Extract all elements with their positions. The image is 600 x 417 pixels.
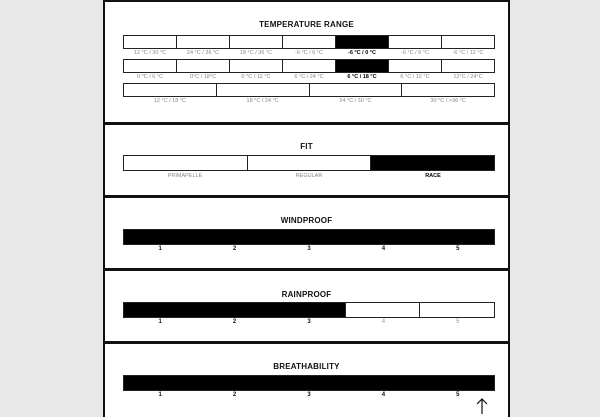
rainproof-fill xyxy=(123,302,345,318)
temperature-option[interactable] xyxy=(335,59,388,80)
temperature-option[interactable] xyxy=(123,83,216,104)
temperature-option[interactable] xyxy=(401,83,495,104)
temperature-option-label: 12°C / 24°C xyxy=(453,73,483,80)
product-spec-frame xyxy=(103,0,510,417)
temperature-option-label: 0°C / 18°C xyxy=(189,73,217,80)
arrow-up-icon[interactable] xyxy=(475,397,489,415)
rainproof-bar xyxy=(123,302,495,318)
rainproof-scale xyxy=(123,319,495,329)
temperature-option-label: 18 °C / 36 °C xyxy=(239,49,273,56)
breathability-scale-label: 2 xyxy=(232,392,237,398)
windproof-scale-label: 2 xyxy=(232,246,237,252)
temperature-option[interactable] xyxy=(216,83,309,104)
breathability-scale-label: 4 xyxy=(381,392,386,398)
fit-option-label: REGULAR xyxy=(295,173,323,179)
temperature-option-label: 18 °C / 24 °C xyxy=(246,97,279,104)
temperature-option-label: -6 °C / 6 °C xyxy=(401,49,429,56)
temperature-option[interactable] xyxy=(123,35,176,56)
rainproof-scale-label: 2 xyxy=(232,319,237,325)
rainproof-scale-label: 1 xyxy=(158,319,162,325)
temperature-option[interactable] xyxy=(309,83,402,104)
rainproof-title: RAINPROOF xyxy=(281,290,332,299)
fit-bar xyxy=(123,155,495,171)
temperature-option-label: -6 °C / 12 °C xyxy=(452,49,484,56)
fit-option-label: PRIMAPELLE xyxy=(167,173,203,179)
breathability-panel xyxy=(105,342,508,417)
temperature-option-label: 12 °C / 30 °C xyxy=(133,49,167,56)
temperature-option[interactable] xyxy=(282,59,335,80)
fit-option-race[interactable] xyxy=(370,155,495,171)
temperature-option-label: 24 °C / 30 °C xyxy=(339,97,372,104)
temperature-option-label: 6 °C / 12 °C xyxy=(400,73,430,80)
rainproof-scale-label: 5 xyxy=(456,319,460,325)
windproof-scale-label: 3 xyxy=(307,246,311,252)
rainproof-empty-segment xyxy=(419,302,495,318)
rainproof-scale-label: 3 xyxy=(307,319,311,325)
temperature-row-1 xyxy=(123,35,495,56)
breathability-scale-label: 3 xyxy=(307,392,311,398)
temperature-option[interactable] xyxy=(229,35,282,56)
windproof-fill xyxy=(123,229,495,245)
temperature-option[interactable] xyxy=(176,35,229,56)
fit-option-regular[interactable] xyxy=(247,155,371,171)
windproof-scale-label: 5 xyxy=(456,246,460,252)
temperature-option-label: 12 °C / 18 °C xyxy=(153,97,186,104)
temperature-row-3 xyxy=(123,83,495,104)
temperature-option-label: 6 °C / 24 °C xyxy=(294,73,324,80)
temperature-option-label: 24 °C / 36 °C xyxy=(186,49,220,56)
fit-option-label: RACE xyxy=(425,173,441,179)
temperature-option[interactable] xyxy=(123,59,176,80)
temperature-option[interactable] xyxy=(441,35,495,56)
rainproof-scale-label: 4 xyxy=(381,319,386,325)
windproof-panel xyxy=(105,196,508,270)
temperature-option[interactable] xyxy=(388,35,441,56)
temperature-option-label: -6 °C / 6 °C xyxy=(295,49,323,56)
windproof-scale xyxy=(123,246,495,256)
temperature-option-label: 30 °C / >36 °C xyxy=(430,97,466,104)
temperature-option[interactable] xyxy=(229,59,282,80)
breathability-scale-label: 5 xyxy=(456,392,460,398)
breathability-scale xyxy=(123,392,495,402)
breathability-title: BREATHABILITY xyxy=(273,362,340,371)
temperature-option[interactable] xyxy=(176,59,229,80)
temperature-option-label: 0 °C / 12 °C xyxy=(241,73,271,80)
breathability-scale-label: 1 xyxy=(158,392,162,398)
fit-panel xyxy=(105,123,508,197)
breathability-bar xyxy=(123,375,495,391)
temperature-title: TEMPERATURE RANGE xyxy=(259,20,354,29)
temperature-option-label: 0 °C / 6 °C xyxy=(136,73,164,80)
windproof-title: WINDPROOF xyxy=(280,216,333,225)
temperature-option[interactable] xyxy=(441,59,495,80)
temperature-option[interactable] xyxy=(335,35,388,56)
temperature-option[interactable] xyxy=(388,59,441,80)
fit-labels xyxy=(123,173,495,179)
temperature-row-2 xyxy=(123,59,495,80)
temperature-option-label: -6 °C / 0 °C xyxy=(348,49,376,56)
temperature-option-label: 6 °C / 18 °C xyxy=(347,73,377,80)
temperature-option[interactable] xyxy=(282,35,335,56)
temperature-panel xyxy=(105,0,508,124)
windproof-scale-label: 1 xyxy=(158,246,162,252)
rainproof-panel xyxy=(105,269,508,343)
windproof-bar xyxy=(123,229,495,245)
rainproof-empty-segment xyxy=(345,302,420,318)
fit-title: FIT xyxy=(300,142,313,151)
breathability-fill xyxy=(123,375,495,391)
windproof-scale-label: 4 xyxy=(381,246,386,252)
fit-option-primapelle[interactable] xyxy=(123,155,247,171)
